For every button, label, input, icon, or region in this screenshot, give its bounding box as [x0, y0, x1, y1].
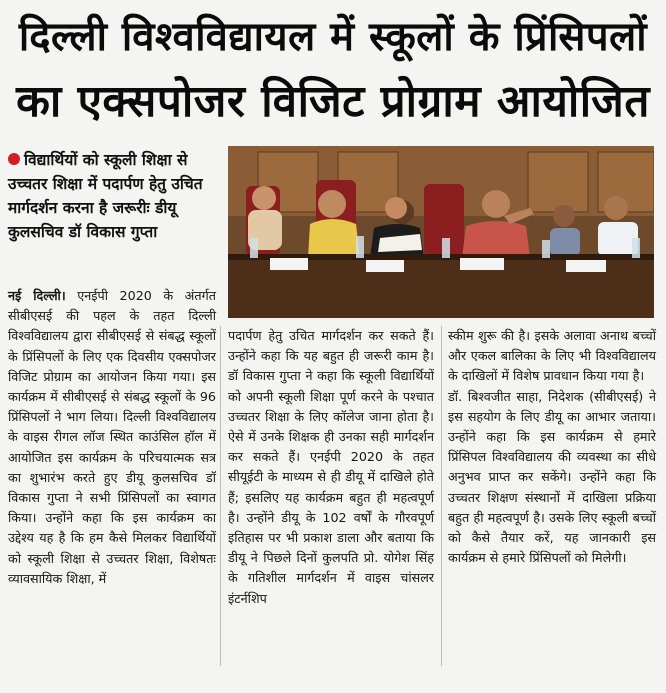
headline-line-2: का एक्सपोजर विजिट प्रोग्राम आयोजित: [16, 76, 650, 127]
subheadline-text: विद्यार्थियों को स्कूली शिक्षा से उच्चतर शिक्षा में पदार्पण हेतु उचित मार्गदर्शन करना है जरूरीः डीयू कुलसचिव डॉ विकास गुप्ता: [8, 151, 203, 241]
column-divider: [441, 326, 442, 666]
article-column-3: [448, 326, 656, 666]
column-3-text-a: स्कीम शुरू की है। इसके अलावा अनाथ बच्चों और एकल बालिका के लिए भी विश्वविद्यालय के दाखिलों में विशेष प्रावधान किया गया है।: [448, 328, 656, 384]
column-1-text: एनईपी 2020 के अंतर्गत सीबीएसई की पहल के तहत दिल्ली विश्वविद्यालय द्वारा सीबीएसई से संबद्ध स्कूलों के प्रिंसिपलों के लिए एक दिवसीय एक्सपोजर विजिट प्रोग्राम का आयोजन किया गया। इस कार्यक्रम में सीबीएसई से संबद्ध स्कूलों के 96 प्रिंसिपलों ने भाग लिया। दिल्ली विश्वविद्यालय के वाइस रीगल लॉज स्थित काउंसिल हॉल में आयोजित इस कार्यक्रम के परिचयात्मक सत्र का शुभारंभ करते हुए डीयू कुलसचिव डॉ विकास गुप्ता ने सभी प्रिंसिपलों का स्वागत किया। उन्होंने कहा कि इस कार्यक्रम का उद्देश्य यह है कि हम कैसे मिलकर विद्यार्थियों को स्कूली शिक्षा से उच्चतर शिक्षा, विशेषतः व्यावसायिक शिक्षा, में: [8, 288, 216, 586]
event-photo: [228, 146, 654, 318]
article-column-2: [228, 326, 434, 666]
dateline: नई दिल्ली।: [8, 288, 66, 303]
column-3-text-b: डॉ. बिश्वजीत साहा, निदेशक (सीबीएसई) ने इस सहयोग के लिए डीयू का आभार जताया। उन्होंने कहा कि इस कार्यक्रम से हमारे प्रिंसिपल विश्वविद्यालय की व्यवस्था का सीधे अनुभव प्राप्त कर सकेंगे। उन्होंने कहा कि उच्चतर शिक्षण संस्थानों में दाखिला प्रक्रिया बहुत ही महत्वपूर्ण है। उसके लिए स्कूली बच्चों को कैसे तैयार करें, यह जानकारी इस कार्यक्रम से हमारे प्रिंसिपलों को मिलेगी।: [448, 388, 656, 566]
headline: [0, 0, 666, 138]
article-column-1: [8, 286, 216, 686]
subheadline: [8, 148, 223, 278]
meeting-photo-illustration: [228, 146, 654, 318]
headline-line-1: दिल्ली विश्वविद्यायल में स्कूलों के प्रिंसिपलों: [18, 14, 648, 60]
red-bullet-icon: [8, 153, 20, 165]
column-divider: [220, 326, 221, 666]
column-2-text: पदार्पण हेतु उचित मार्गदर्शन कर सकते हैं। उन्होंने कहा कि यह बहुत ही जरूरी काम है। डॉ विकास गुप्ता ने कहा कि स्कूली विद्यार्थियों को अपनी स्कूली शिक्षा पूर्ण करने के पश्चात उच्चतर शिक्षा के लिए कॉलेज जाना होता है। ऐसे में उनके शिक्षक ही उनका सही मार्गदर्शन कर सकते हैं। एनईपी 2020 के तहत सीयूईटी के माध्यम से ही डीयू में दाखिले होते हैं; इसलिए यह कार्यक्रम बहुत ही महत्वपूर्ण है। उन्होंने डीयू के 102 वर्षों के गौरवपूर्ण इतिहास पर भी प्रकाश डाला और बताया कि डीयू ने पिछले दिनों कुलपति प्रो. योगेश सिंह के गतिशील मार्गदर्शन में वाइस चांसलर इंटर्नशिप: [228, 328, 434, 606]
